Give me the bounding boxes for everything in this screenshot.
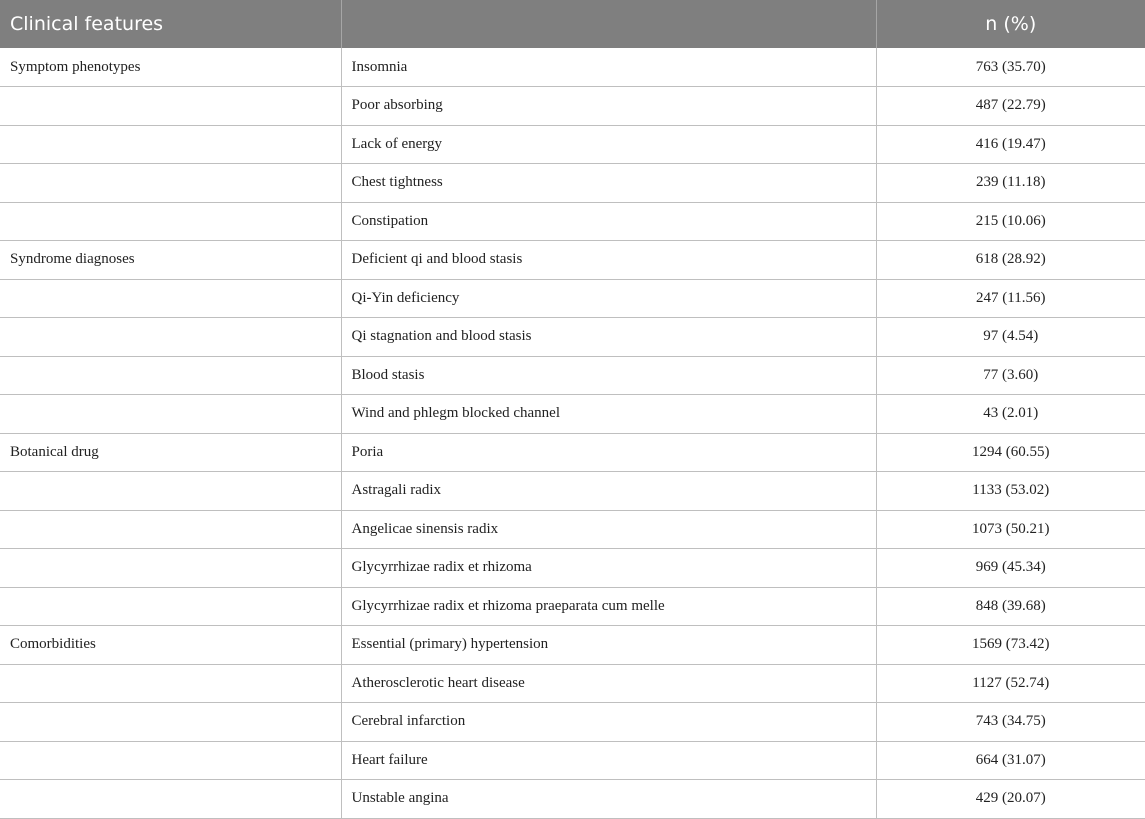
count-percent-cell: 1073 (50.21) — [876, 510, 1145, 549]
feature-cell: Astragali radix — [341, 472, 876, 511]
category-cell — [0, 780, 341, 819]
count-percent-cell: 969 (45.34) — [876, 549, 1145, 588]
count-percent-cell: 1133 (53.02) — [876, 472, 1145, 511]
count-percent-cell: 43 (2.01) — [876, 395, 1145, 434]
feature-cell: Heart failure — [341, 741, 876, 780]
category-cell — [0, 279, 341, 318]
feature-cell: Wind and phlegm blocked channel — [341, 395, 876, 434]
category-cell — [0, 356, 341, 395]
feature-cell: Unstable angina — [341, 780, 876, 819]
table-row — [0, 587, 1145, 626]
feature-cell: Blood stasis — [341, 356, 876, 395]
table-row — [0, 125, 1145, 164]
feature-cell: Poria — [341, 433, 876, 472]
category-cell — [0, 395, 341, 434]
feature-cell: Deficient qi and blood stasis — [341, 241, 876, 280]
feature-cell: Angelicae sinensis radix — [341, 510, 876, 549]
header-row — [0, 0, 1145, 48]
table-row — [0, 433, 1145, 472]
count-percent-cell: 97 (4.54) — [876, 318, 1145, 357]
category-cell: Comorbidities — [0, 626, 341, 665]
count-percent-cell: 1569 (73.42) — [876, 626, 1145, 665]
table-row — [0, 87, 1145, 126]
table-header — [0, 0, 1145, 48]
table-row — [0, 549, 1145, 588]
feature-cell: Chest tightness — [341, 164, 876, 203]
table-row — [0, 279, 1145, 318]
feature-cell: Essential (primary) hypertension — [341, 626, 876, 665]
count-percent-cell: 429 (20.07) — [876, 780, 1145, 819]
category-cell: Symptom phenotypes — [0, 48, 341, 87]
count-percent-cell: 416 (19.47) — [876, 125, 1145, 164]
count-percent-cell: 487 (22.79) — [876, 87, 1145, 126]
table-row — [0, 703, 1145, 742]
table-row — [0, 356, 1145, 395]
count-percent-cell: 743 (34.75) — [876, 703, 1145, 742]
count-percent-cell: 1294 (60.55) — [876, 433, 1145, 472]
count-percent-cell: 1127 (52.74) — [876, 664, 1145, 703]
category-cell — [0, 510, 341, 549]
category-cell — [0, 741, 341, 780]
header-clinical-features: Clinical features — [0, 0, 341, 48]
count-percent-cell: 618 (28.92) — [876, 241, 1145, 280]
table-row — [0, 741, 1145, 780]
category-cell — [0, 318, 341, 357]
table-row — [0, 510, 1145, 549]
feature-cell: Lack of energy — [341, 125, 876, 164]
table-body — [0, 48, 1145, 818]
table-row — [0, 164, 1145, 203]
table-row — [0, 472, 1145, 511]
feature-cell: Insomnia — [341, 48, 876, 87]
table-row — [0, 202, 1145, 241]
count-percent-cell: 247 (11.56) — [876, 279, 1145, 318]
feature-cell: Glycyrrhizae radix et rhizoma — [341, 549, 876, 588]
category-cell — [0, 703, 341, 742]
category-cell — [0, 664, 341, 703]
count-percent-cell: 77 (3.60) — [876, 356, 1145, 395]
count-percent-cell: 215 (10.06) — [876, 202, 1145, 241]
category-cell — [0, 472, 341, 511]
table-row — [0, 318, 1145, 357]
feature-cell: Qi-Yin deficiency — [341, 279, 876, 318]
feature-cell: Poor absorbing — [341, 87, 876, 126]
feature-cell: Constipation — [341, 202, 876, 241]
count-percent-cell: 848 (39.68) — [876, 587, 1145, 626]
category-cell — [0, 164, 341, 203]
table-row — [0, 626, 1145, 665]
table-row — [0, 241, 1145, 280]
table-row — [0, 664, 1145, 703]
count-percent-cell: 239 (11.18) — [876, 164, 1145, 203]
category-cell: Syndrome diagnoses — [0, 241, 341, 280]
table-row — [0, 48, 1145, 87]
category-cell — [0, 87, 341, 126]
table-row — [0, 780, 1145, 819]
category-cell — [0, 587, 341, 626]
feature-cell: Glycyrrhizae radix et rhizoma praeparata cum melle — [341, 587, 876, 626]
category-cell — [0, 125, 341, 164]
feature-cell: Qi stagnation and blood stasis — [341, 318, 876, 357]
feature-cell: Cerebral infarction — [341, 703, 876, 742]
category-cell — [0, 202, 341, 241]
header-feature — [341, 0, 876, 48]
category-cell: Botanical drug — [0, 433, 341, 472]
table-row — [0, 395, 1145, 434]
feature-cell: Atherosclerotic heart disease — [341, 664, 876, 703]
category-cell — [0, 549, 341, 588]
count-percent-cell: 664 (31.07) — [876, 741, 1145, 780]
header-n-percent: n (%) — [876, 0, 1145, 48]
count-percent-cell: 763 (35.70) — [876, 48, 1145, 87]
